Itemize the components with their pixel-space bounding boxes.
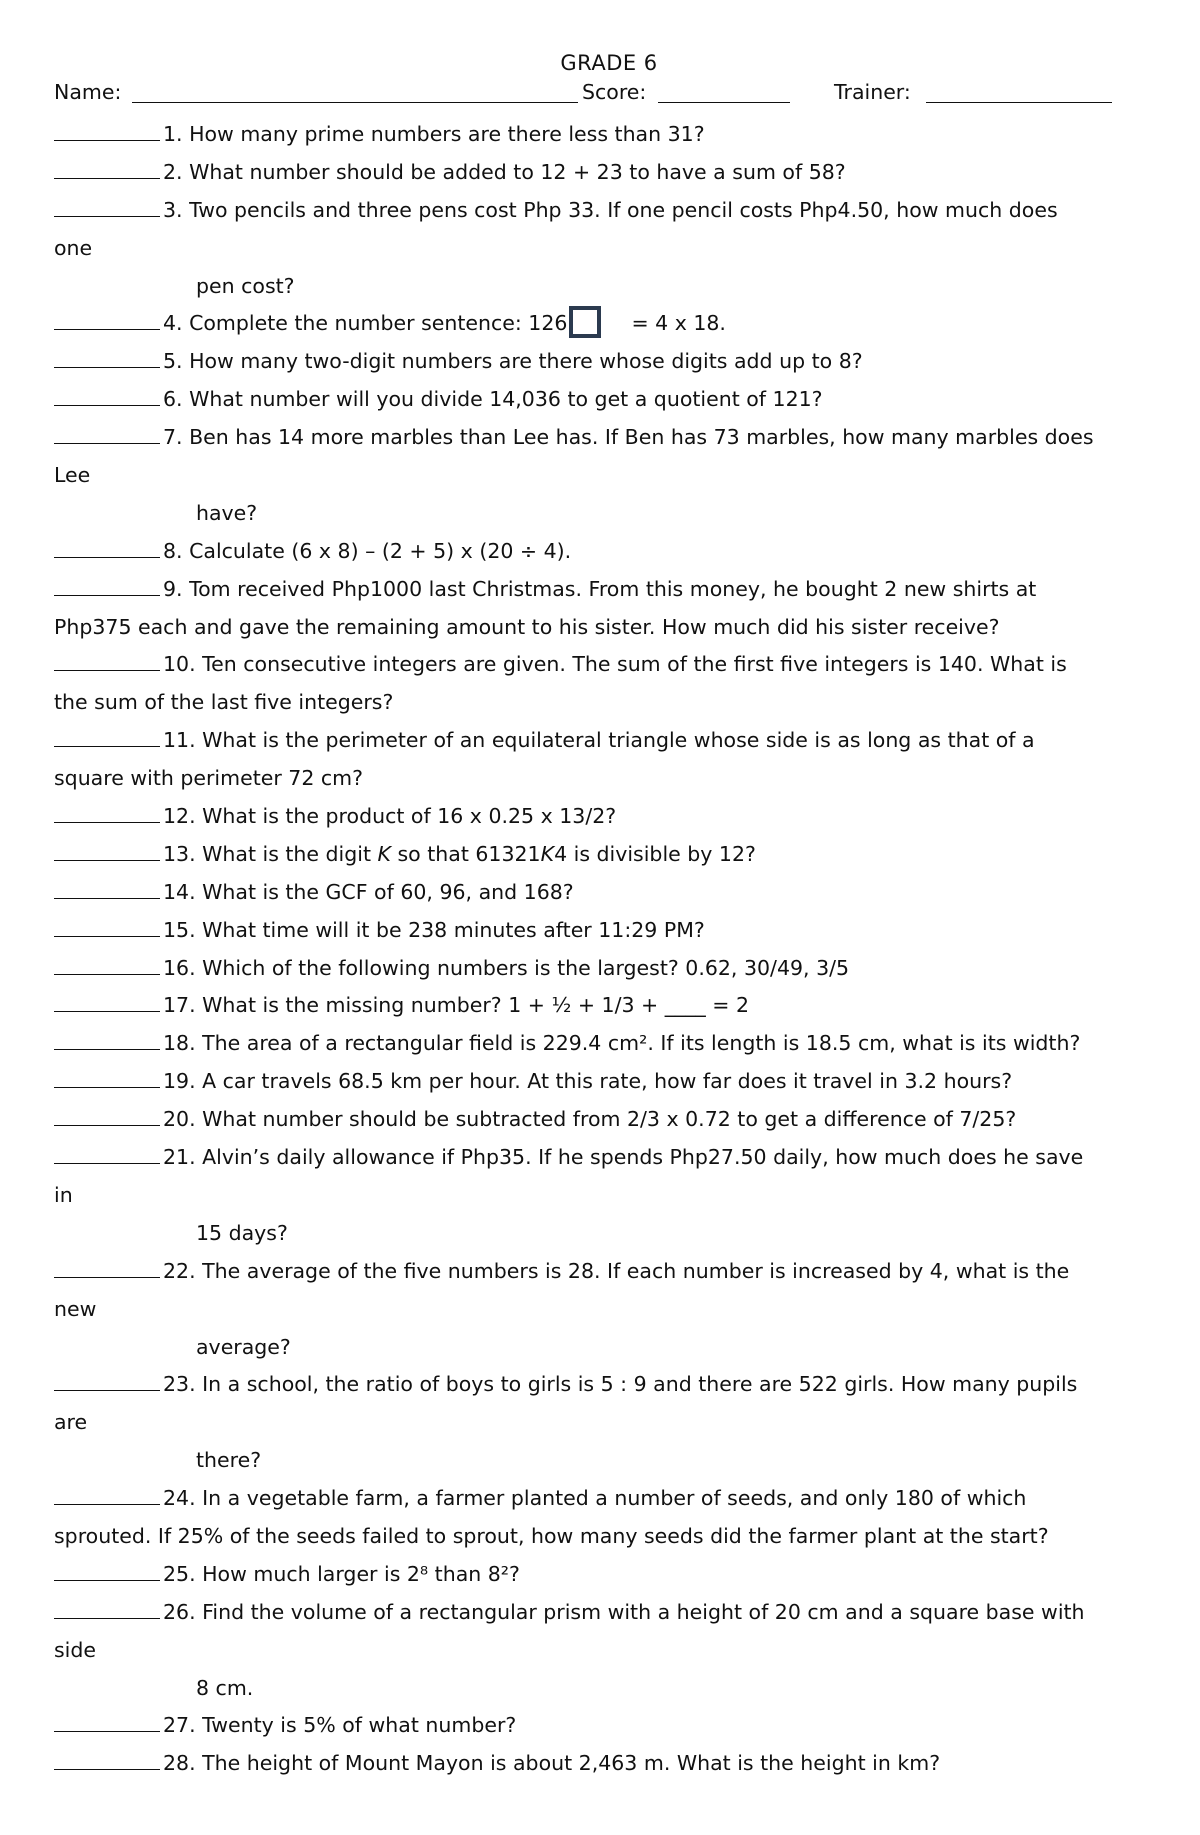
question-text: 11. What is the perimeter of an equilateral triangle whose side is as long as that of a [163, 728, 1035, 753]
question-3-wrap: one [54, 235, 93, 260]
question-26-cont: 8 cm. [196, 1675, 254, 1700]
answer-blank-10[interactable] [54, 648, 160, 671]
question-4 [54, 305, 1164, 343]
question-text: 22. The average of the five numbers is 28. If each number is increased by 4, what is the [163, 1258, 1070, 1283]
question-text: 2. What number should be added to 12 + 23 to have a sum of 58? [163, 159, 846, 184]
question-18 [54, 1025, 1164, 1063]
answer-blank-5[interactable] [54, 345, 160, 368]
question-26-wrap: side [54, 1637, 97, 1662]
question-5 [54, 343, 1164, 381]
question-text: = 4 x 18. [631, 311, 726, 336]
question-23-cont: there? [196, 1448, 262, 1473]
question-text: 7. Ben has 14 more marbles than Lee has. If Ben has 73 marbles, how many marbles does [163, 425, 1094, 450]
question-10-wrap: the sum of the last five integers? [54, 690, 394, 715]
question-13 [54, 836, 1164, 874]
question-8 [54, 533, 1164, 571]
answer-blank-3[interactable] [54, 194, 160, 217]
question-21-wrap: in [54, 1182, 73, 1207]
name-label: Name: [54, 80, 122, 104]
score-label: Score: [582, 80, 647, 104]
worksheet [54, 50, 1164, 1783]
answer-blank-13[interactable] [54, 838, 160, 861]
page-title: GRADE 6 [560, 51, 658, 75]
question-text: 10. Ten consecutive integers are given. The sum of the first five integers is 140. What is [163, 652, 1067, 677]
trainer-field[interactable] [926, 102, 1112, 103]
question-text: 1. How many prime numbers are there less than 31? [163, 122, 705, 146]
question-text: 21. Alvin’s daily allowance if Php35. If he spends Php27.50 daily, how much does he save [163, 1145, 1084, 1170]
question-23 [54, 1366, 1164, 1404]
question-text: 15. What time will it be 238 minutes after 11:29 PM? [163, 917, 705, 942]
answer-blank-11[interactable] [54, 724, 160, 747]
question-22-cont: average? [196, 1334, 291, 1359]
question-text: 24. In a vegetable farm, a farmer planted a number of seeds, and only 180 of which [163, 1486, 1027, 1511]
question-6 [54, 381, 1164, 419]
question-text: 6. What number will you divide 14,036 to get a quotient of 121? [163, 387, 823, 412]
answer-blank-27[interactable] [54, 1709, 160, 1732]
answer-blank-2[interactable] [54, 156, 160, 179]
question-text: so that 61321 [390, 841, 541, 866]
score-field[interactable] [658, 102, 790, 103]
answer-blank-6[interactable] [54, 383, 160, 406]
answer-blank-17[interactable] [54, 989, 160, 1012]
question-15 [54, 912, 1164, 950]
answer-blank-21[interactable] [54, 1141, 160, 1164]
question-text: 19. A car travels 68.5 km per hour. At this rate, how far does it travel in 3.2 hours? [163, 1069, 1013, 1094]
answer-blank-20[interactable] [54, 1103, 160, 1126]
question-text: 23. In a school, the ratio of boys to girls is 5 : 9 and there are 522 girls. How many pupils [163, 1372, 1078, 1397]
question-24 [54, 1480, 1164, 1518]
answer-blank-16[interactable] [54, 952, 160, 975]
question-text: 16. Which of the following numbers is the largest? 0.62, 30/49, 3/5 [163, 955, 850, 980]
answer-blank-7[interactable] [54, 421, 160, 444]
question-text: 5. How many two-digit numbers are there whose digits add up to 8? [163, 349, 863, 374]
answer-blank-22[interactable] [54, 1255, 160, 1278]
answer-blank-28[interactable] [54, 1747, 160, 1770]
question-24-wrap: sprouted. If 25% of the seeds failed to sprout, how many seeds did the farmer plant at the start? [54, 1523, 1049, 1548]
answer-blank-1[interactable] [54, 118, 160, 141]
question-1 [54, 116, 1164, 154]
question-text: 4 is divisible by 12? [554, 841, 756, 866]
question-text: 28. The height of Mount Mayon is about 2,463 m. What is the height in km? [163, 1751, 941, 1776]
question-21-cont: 15 days? [196, 1220, 288, 1245]
question-19 [54, 1063, 1164, 1101]
question-14 [54, 874, 1164, 912]
question-27 [54, 1707, 1164, 1745]
answer-blank-23[interactable] [54, 1368, 160, 1391]
missing-operator-box [569, 306, 601, 338]
question-text: 25. How much larger is 2⁸ than 8²? [163, 1561, 520, 1586]
question-7-cont: have? [196, 500, 258, 525]
question-16 [54, 950, 1164, 988]
question-21 [54, 1139, 1164, 1177]
question-12 [54, 798, 1164, 836]
question-20 [54, 1101, 1164, 1139]
variable-k: K [377, 841, 391, 866]
answer-blank-26[interactable] [54, 1596, 160, 1619]
question-text: 4. Complete the number sentence: 126 [163, 311, 568, 336]
question-text: 20. What number should be subtracted from 2/3 x 0.72 to get a difference of 7/25? [163, 1107, 1017, 1132]
question-3-cont: pen cost? [196, 273, 295, 298]
answer-blank-24[interactable] [54, 1482, 160, 1505]
question-text: 17. What is the missing number? 1 + ½ + 1/3 + ____ = 2 [163, 993, 749, 1018]
question-22 [54, 1253, 1164, 1291]
question-23-wrap: are [54, 1410, 88, 1435]
question-text: 9. Tom received Php1000 last Christmas. From this money, he bought 2 new shirts at [163, 576, 1037, 601]
question-26 [54, 1594, 1164, 1632]
question-3 [54, 192, 1164, 230]
question-7 [54, 419, 1164, 457]
question-text: 12. What is the product of 16 x 0.25 x 13/2? [163, 804, 617, 829]
question-25 [54, 1556, 1164, 1594]
question-2 [54, 154, 1164, 192]
question-text: 14. What is the GCF of 60, 96, and 168? [163, 879, 574, 904]
answer-blank-19[interactable] [54, 1065, 160, 1088]
answer-blank-18[interactable] [54, 1027, 160, 1050]
question-22-wrap: new [54, 1296, 97, 1321]
question-text: 26. Find the volume of a rectangular prism with a height of 20 cm and a square base with [163, 1599, 1085, 1624]
answer-blank-14[interactable] [54, 876, 160, 899]
trainer-label: Trainer: [834, 80, 911, 104]
variable-k: K [540, 841, 555, 866]
question-9-wrap: Php375 each and gave the remaining amount to his sister. How much did his sister receive? [54, 614, 1000, 639]
question-text: 3. Two pencils and three pens cost Php 33. If one pencil costs Php4.50, how much does [163, 197, 1058, 222]
question-7-wrap: Lee [54, 463, 91, 488]
answer-blank-9[interactable] [54, 573, 160, 596]
answer-blank-12[interactable] [54, 800, 160, 823]
question-text: 18. The area of a rectangular field is 229.4 cm². If its length is 18.5 cm, what is its width? [163, 1031, 1081, 1056]
question-text: 27. Twenty is 5% of what number? [163, 1713, 517, 1738]
question-17 [54, 987, 1164, 1025]
name-field[interactable] [132, 102, 578, 103]
answer-blank-8[interactable] [54, 535, 160, 558]
question-9 [54, 571, 1164, 609]
question-text: 8. Calculate (6 x 8) – (2 + 5) x (20 ÷ 4). [163, 538, 572, 563]
question-11-wrap: square with perimeter 72 cm? [54, 766, 364, 791]
question-text: 13. What is the digit [163, 841, 378, 866]
question-10 [54, 646, 1164, 684]
answer-blank-4[interactable] [54, 307, 160, 330]
header-row [54, 76, 1164, 108]
answer-blank-25[interactable] [54, 1558, 160, 1581]
question-28 [54, 1745, 1164, 1783]
question-11 [54, 722, 1164, 760]
answer-blank-15[interactable] [54, 914, 160, 937]
